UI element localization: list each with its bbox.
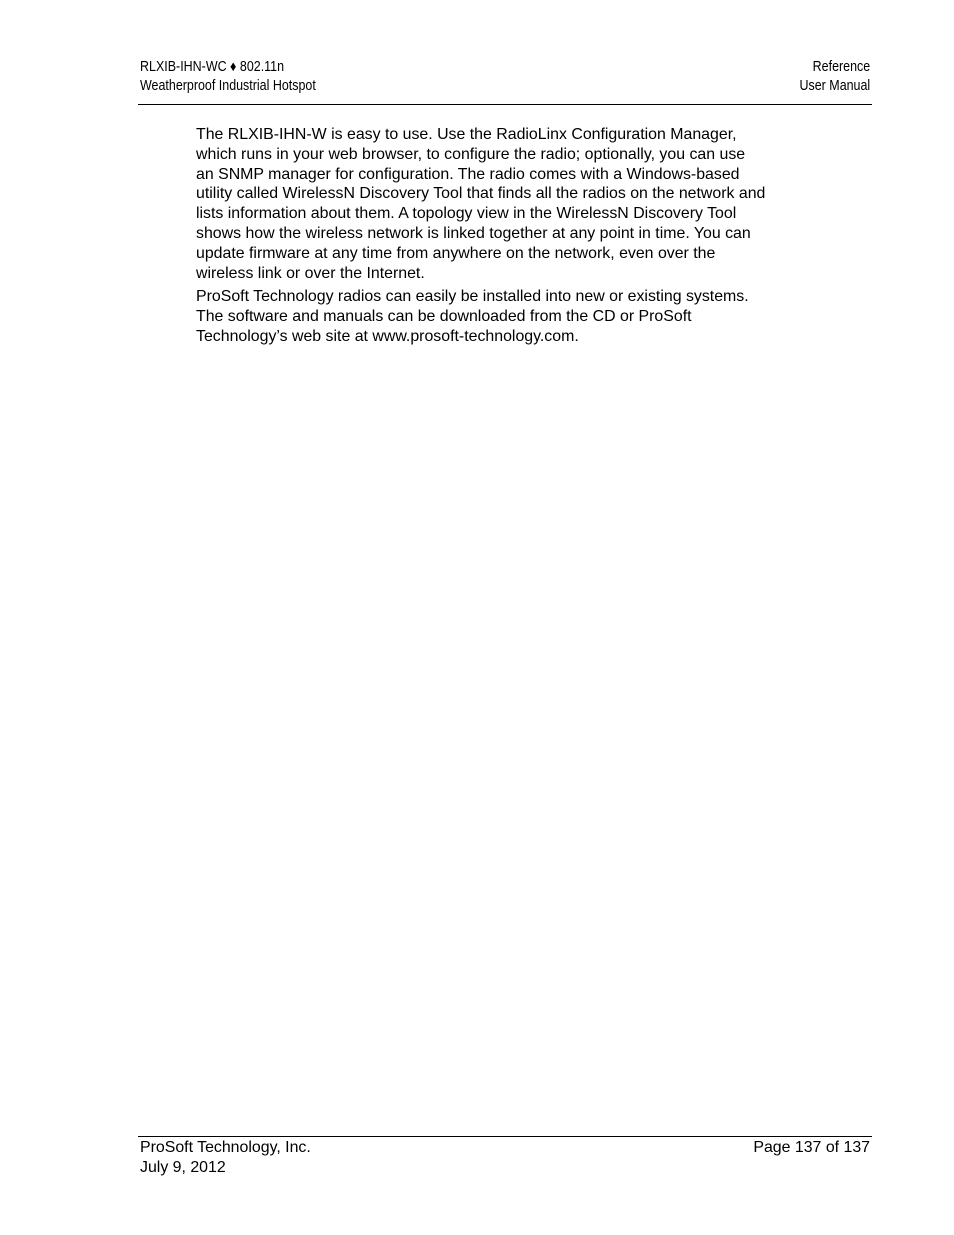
text-line: lists information about them. A topology view in the WirelessN Discovery Tool: [196, 205, 737, 223]
header-product-name: Weatherproof Industrial Hotspot: [140, 78, 316, 94]
header-section-title: Reference: [812, 59, 870, 75]
header-product-info: [140, 58, 316, 96]
text-line: wireless link or over the Internet.: [196, 264, 425, 282]
text-line: shows how the wireless network is linked together at any point in time. You can: [196, 224, 751, 242]
header-divider: [138, 104, 872, 105]
text-line: update firmware at any time from anywhere on the network, even over the: [196, 244, 716, 262]
text-line: The software and manuals can be downloaded from the CD or ProSoft: [196, 308, 692, 326]
paragraph-installation: [196, 287, 826, 346]
body-text: [196, 125, 826, 351]
footer-divider: [138, 1136, 872, 1137]
footer-page-info: [753, 1138, 870, 1158]
footer-publisher-info: [140, 1138, 311, 1178]
page-footer: [140, 1138, 870, 1182]
text-line: which runs in your web browser, to configure the radio; optionally, you can use: [196, 145, 746, 163]
footer-company: ProSoft Technology, Inc.: [140, 1139, 311, 1156]
header-product-model: RLXIB-IHN-WC ♦ 802.11n: [140, 59, 285, 75]
page-header: [140, 58, 870, 96]
footer-date: July 9, 2012: [140, 1159, 226, 1176]
page-number: Page 137 of 137: [753, 1139, 870, 1156]
text-line: ProSoft Technology radios can easily be installed into new or existing systems.: [196, 288, 749, 306]
text-line: The RLXIB-IHN-W is easy to use. Use the RadioLinx Configuration Manager,: [196, 126, 737, 143]
header-document-type: User Manual: [799, 78, 870, 94]
text-line: an SNMP manager for configuration. The radio comes with a Windows-based: [196, 165, 740, 183]
text-line: Technology’s web site at www.prosoft-technology.com.: [196, 327, 579, 345]
text-line: utility called WirelessN Discovery Tool that finds all the radios on the network and: [196, 185, 766, 203]
header-section-info: [799, 58, 870, 96]
paragraph-ease-of-use: [196, 125, 826, 283]
